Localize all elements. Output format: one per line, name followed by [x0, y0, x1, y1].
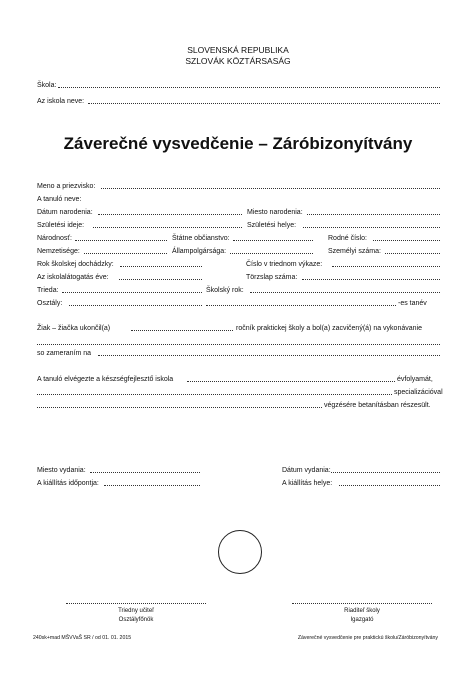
birth-date-field[interactable] [98, 214, 242, 215]
nationality-label: Národnosť: [37, 235, 72, 242]
activity-suffix-hu: végzésére betanításban részesült. [324, 402, 431, 409]
school-label-hu: Az iskola neve: [37, 98, 85, 105]
citizenship-label-hu: Állampolgársága: [172, 248, 227, 255]
personal-number-field-hu[interactable] [385, 253, 440, 254]
nationality-label-hu: Nemzetisége: [37, 248, 80, 255]
seal-circle [218, 530, 262, 574]
school-year-label: Školský rok: [206, 287, 244, 294]
teacher-label: Triedny učiteľ [118, 608, 154, 614]
school-year-suffix-hu: -es tanév [398, 300, 427, 307]
class-label: Trieda: [37, 287, 59, 294]
class-book-number-field-hu[interactable] [302, 279, 440, 280]
issue-place-field-hu[interactable] [339, 485, 440, 486]
citizenship-label: Štátne občianstvo: [172, 235, 230, 242]
issue-place-field[interactable] [90, 472, 200, 473]
birth-date-label-hu: Születési ideje: [37, 222, 85, 229]
issue-place-label-hu: A kiállítás helye: [282, 480, 333, 487]
issue-date-label: Dátum vydania: [282, 467, 331, 474]
nationality-field[interactable] [75, 240, 167, 241]
school-attendance-field-hu[interactable] [119, 279, 202, 280]
focus-label: so zameraním na [37, 350, 92, 357]
class-field-hu[interactable] [69, 305, 202, 306]
director-label-hu: Igazgató [350, 617, 374, 623]
citizenship-field[interactable] [233, 240, 313, 241]
birth-date-label: Dátum narodenia: [37, 209, 93, 216]
training-field-line1[interactable] [37, 344, 440, 345]
birth-number-field[interactable] [373, 240, 440, 241]
school-field-hu[interactable] [88, 103, 440, 104]
grade-field[interactable] [131, 330, 233, 331]
birth-place-label-hu: Születési helye: [247, 222, 297, 229]
focus-field[interactable] [98, 355, 440, 356]
completion-label-hu: A tanuló elvégezte a készségfejlesztő iskola [37, 376, 174, 383]
issue-date-field-hu[interactable] [104, 485, 200, 486]
country-name: SLOVENSKÁ REPUBLIKA [187, 45, 289, 55]
birth-number-label: Rodné číslo: [328, 235, 367, 242]
year-suffix-hu: évfolyamát, [397, 376, 433, 383]
birth-place-label: Miesto narodenia: [247, 209, 303, 216]
name-field[interactable] [101, 188, 440, 189]
class-label-hu: Osztály: [37, 300, 63, 307]
specialization-suffix-hu: specializációval [394, 389, 443, 396]
birth-place-field-hu[interactable] [303, 227, 440, 228]
class-field[interactable] [62, 292, 202, 293]
document-title: Záverečné vysvedčenie – Záróbizonyítvány [63, 134, 413, 153]
class-book-number-field[interactable] [332, 266, 440, 267]
class-book-number-label-hu: Törzslap száma: [246, 274, 298, 281]
issue-date-label-hu: A kiállítás időpontja: [37, 480, 99, 487]
country-name-hu: SZLOVÁK KÖZTÁRSASÁG [185, 56, 291, 66]
activity-field-hu[interactable] [37, 407, 322, 408]
personal-number-label-hu: Személyi száma: [328, 248, 381, 255]
director-signature-line[interactable] [292, 603, 432, 604]
completion-label: Žiak – žiačka ukončil(a) [37, 325, 111, 332]
teacher-label-hu: Osztályfőnök [118, 617, 154, 623]
birth-place-field[interactable] [307, 214, 440, 215]
director-label: Riaditeľ školy [344, 608, 380, 614]
school-year-field[interactable] [250, 292, 440, 293]
name-label-hu: A tanuló neve: [37, 196, 82, 203]
specialization-field-hu[interactable] [37, 394, 392, 395]
form-code: 240sk+mad MŠVVaŠ SR / od 01. 01. 2015 [33, 635, 132, 641]
name-label: Meno a priezvisko: [37, 183, 96, 190]
school-label: Škola: [37, 82, 57, 89]
school-attendance-label-hu: Az iskolalátogatás éve: [37, 274, 109, 281]
school-attendance-label: Rok školskej dochádzky: [37, 261, 114, 268]
teacher-signature-line[interactable] [66, 603, 206, 604]
completion-text: ročník praktickej školy a bol(a) zacvičený(á) na vykonávanie [236, 325, 422, 332]
citizenship-field-hu[interactable] [230, 253, 313, 254]
school-attendance-field[interactable] [120, 266, 202, 267]
school-year-field-hu[interactable] [206, 305, 396, 306]
grade-field-hu[interactable] [187, 381, 395, 382]
issue-place-label: Miesto vydania: [37, 467, 86, 474]
issue-date-field[interactable] [331, 472, 440, 473]
form-title: Záverečné vysvedčenie pre praktickú školu/Záróbizonyítvány [297, 635, 438, 641]
birth-date-field-hu[interactable] [93, 227, 242, 228]
class-book-number-label: Číslo v triednom výkaze: [246, 261, 323, 268]
school-field[interactable] [58, 87, 440, 88]
nationality-field-hu[interactable] [84, 253, 167, 254]
